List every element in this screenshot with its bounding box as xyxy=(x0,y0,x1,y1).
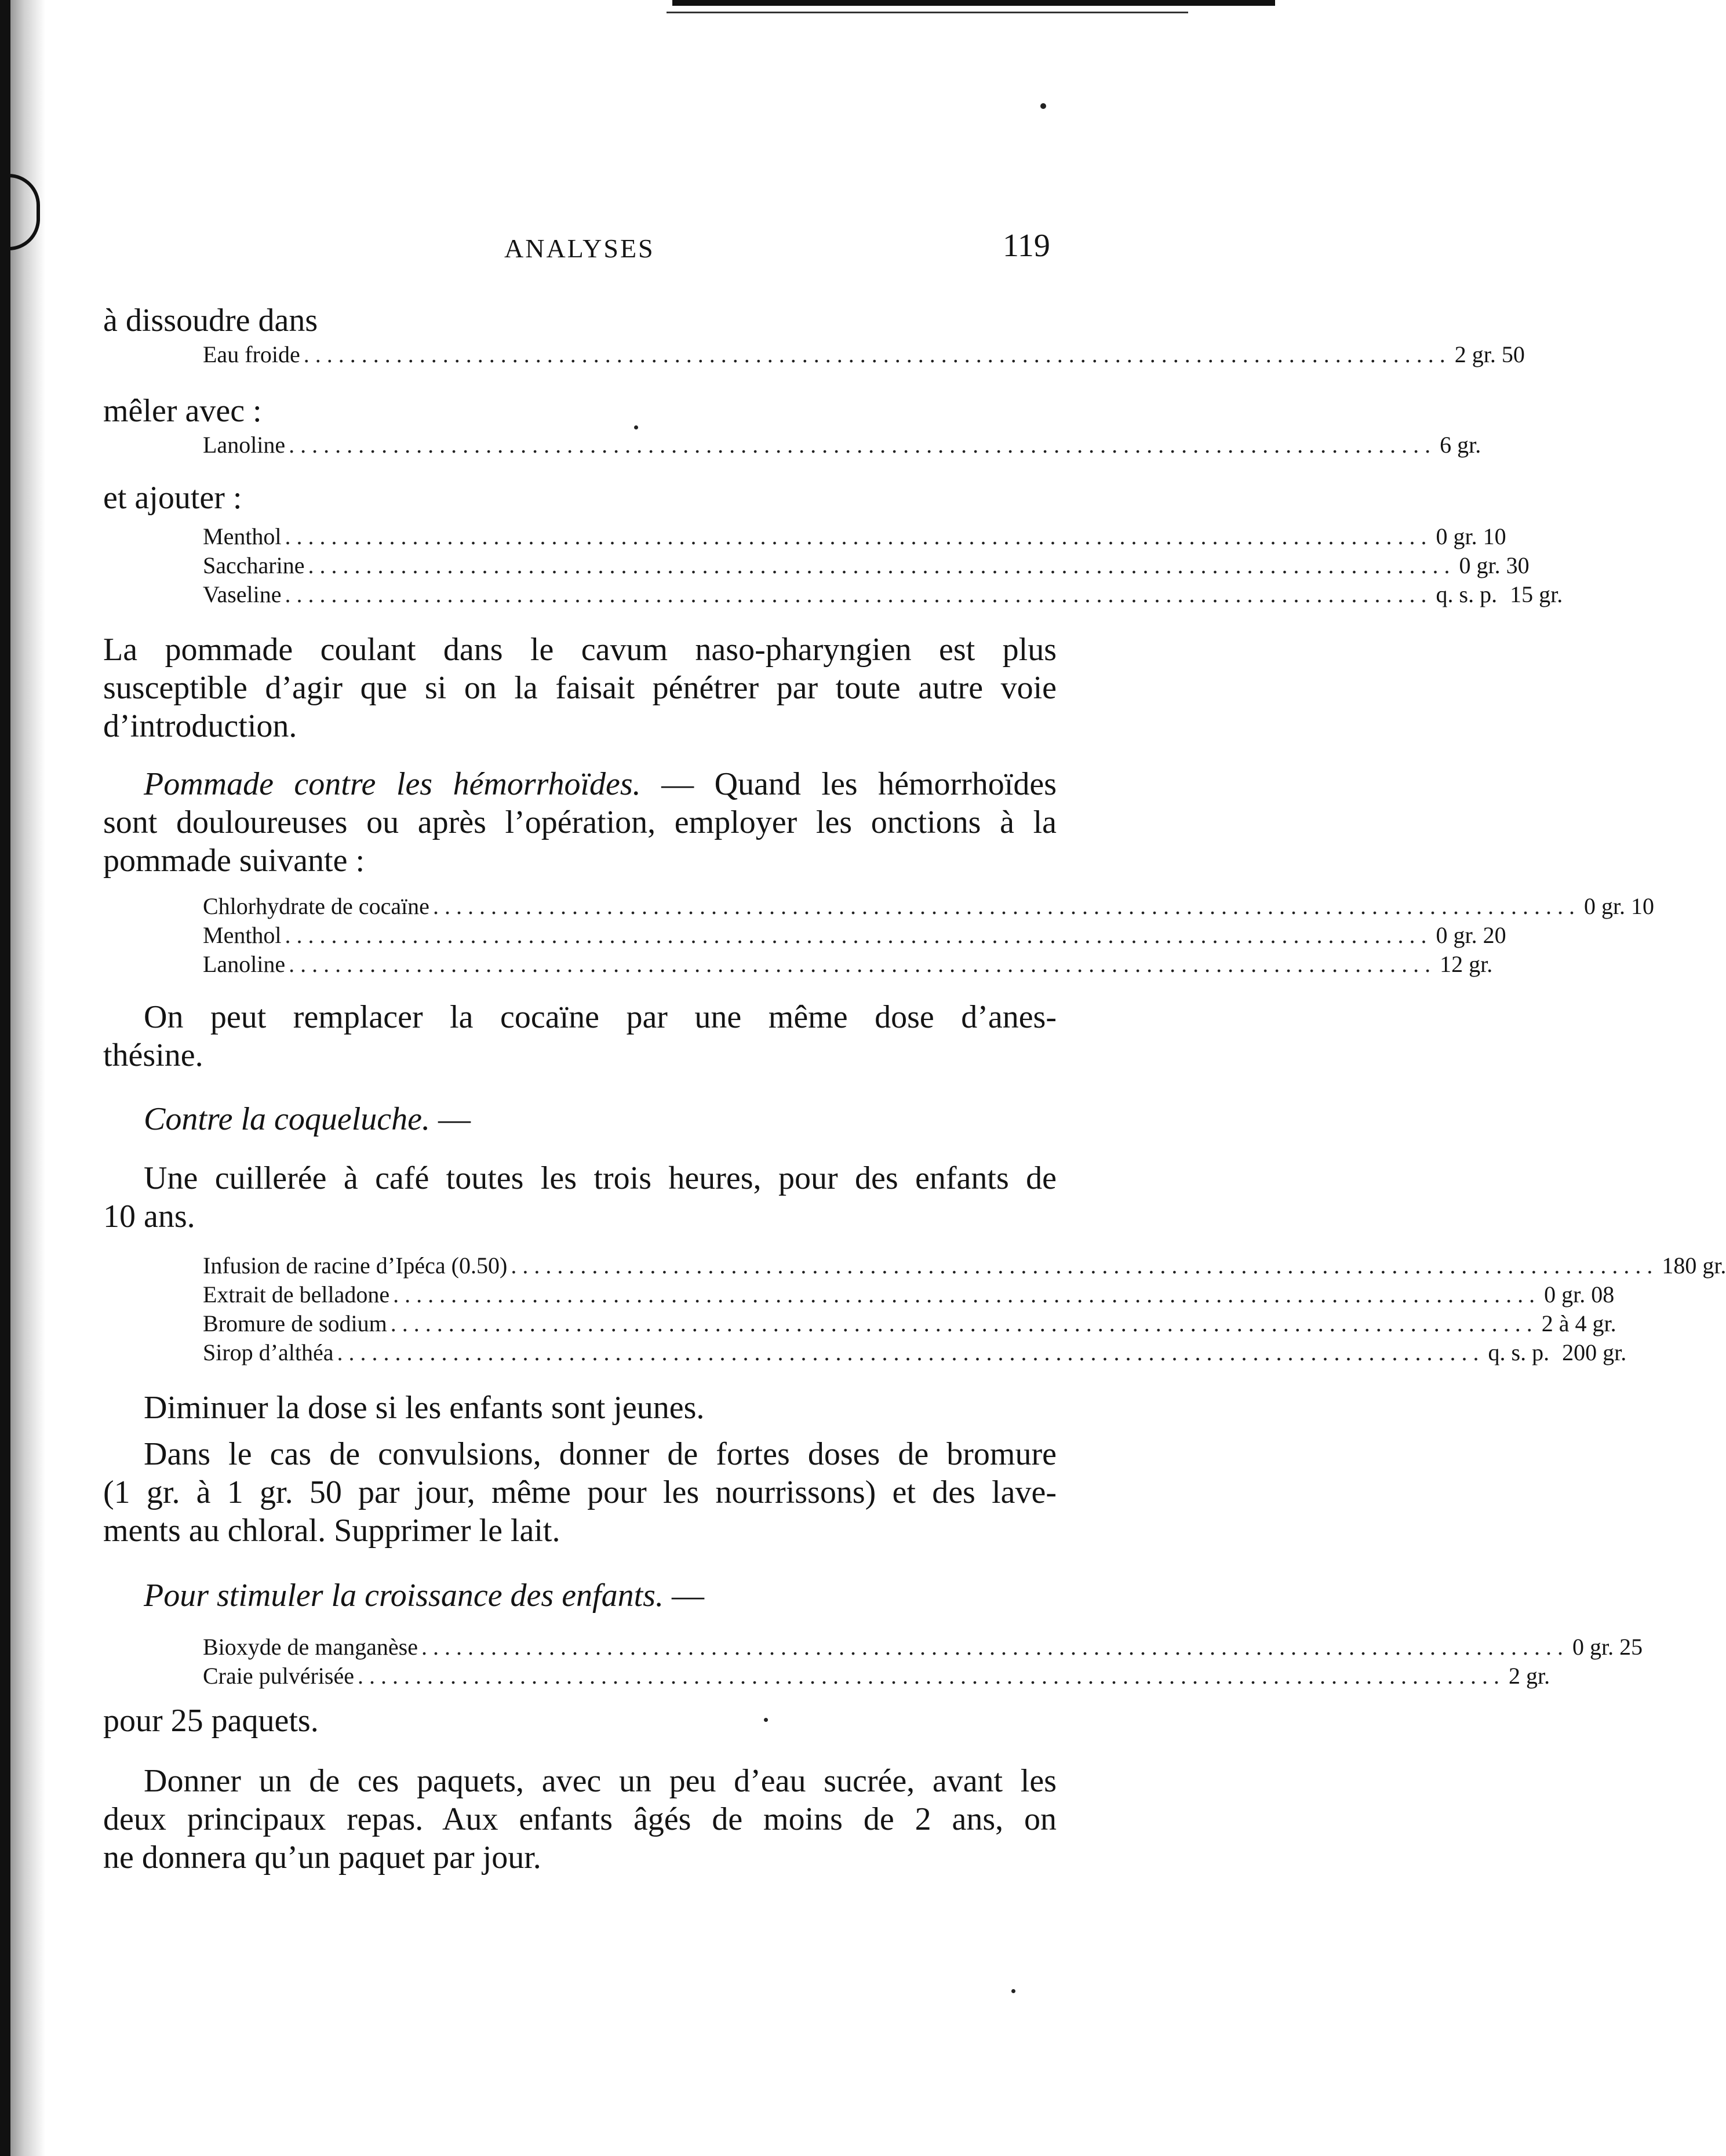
paragraph-pommade xyxy=(103,631,1057,745)
ingredient-quantity: 2 à 4 gr. xyxy=(1541,1310,1616,1336)
ink-speck xyxy=(1011,1989,1015,1993)
add-line: et ajouter : xyxy=(103,480,242,516)
recipe-row xyxy=(203,523,1506,552)
ingredient-quantity: 0 gr. 20 xyxy=(1436,922,1506,948)
ingredient-quantity: 0 gr. 25 xyxy=(1572,1634,1643,1660)
ink-speck xyxy=(764,1718,768,1722)
section-first-line xyxy=(103,765,1057,803)
recipe-table-hemorrhoids xyxy=(203,893,1655,979)
running-title: ANALYSES xyxy=(504,234,655,263)
page-spine-shadow xyxy=(0,0,10,2156)
mix-line: mêler avec : xyxy=(103,393,262,429)
ink-speck xyxy=(1040,103,1046,109)
page-number: 119 xyxy=(1003,228,1050,264)
leader-dots: ................................................................................................... xyxy=(285,922,1433,948)
ingredient-quantity: 200 gr. xyxy=(1562,1339,1627,1365)
ingredient-quantity: 2 gr. xyxy=(1509,1663,1550,1689)
leader-dots: ................................................................................................... xyxy=(432,893,1581,919)
leader-dots: ................................................................................................... xyxy=(337,1339,1485,1365)
ingredient-quantity: 12 gr. xyxy=(1440,951,1493,977)
note-dose: Diminuer la dose si les enfants sont jeunes. xyxy=(144,1390,705,1426)
paragraph-line: La pommade coulant dans le cavum naso-pharyngien est plus xyxy=(103,632,1057,668)
ingredient-name: Bioxyde de manganèse xyxy=(203,1634,418,1660)
final-paragraph xyxy=(103,1762,1057,1877)
ingredient-name: Extrait de belladone xyxy=(203,1281,390,1308)
quantum-satis: q. s. p. xyxy=(1488,1339,1550,1365)
ingredient-quantity: 6 gr. xyxy=(1440,432,1481,458)
note-anesthesine xyxy=(103,998,1057,1075)
ink-speck xyxy=(634,425,638,429)
paragraph-line: thésine. xyxy=(103,1037,203,1073)
paragraph-line: Une cuillerée à café toutes les trois heures, pour des enfants de xyxy=(144,1160,1057,1196)
recipe-row xyxy=(203,1281,1615,1310)
recipe-row xyxy=(203,922,1506,950)
ingredient-name: Menthol xyxy=(203,922,282,948)
recipe-row xyxy=(203,581,1563,610)
section-hemorrhoids xyxy=(103,765,1057,880)
whooping-intro xyxy=(103,1159,1057,1236)
recipe-row xyxy=(203,341,1525,370)
section-lead: — Quand les hémorrhoïdes xyxy=(640,766,1057,802)
recipe-row xyxy=(203,1339,1627,1368)
section-dash: — xyxy=(663,1578,704,1614)
leader-dots: ................................................................................................... xyxy=(511,1252,1659,1279)
section-growth xyxy=(144,1576,704,1615)
paragraph-line: deux principaux repas. Aux enfants âgés de moins de 2 ans, on xyxy=(103,1801,1057,1837)
leader-dots: ................................................................................................... xyxy=(393,1281,1541,1308)
recipe-table-growth xyxy=(203,1633,1643,1691)
ingredient-name: Vaseline xyxy=(203,581,282,607)
recipe-row xyxy=(203,893,1655,922)
ingredient-quantity: 0 gr. 10 xyxy=(1583,893,1655,919)
paragraph-line: 10 ans. xyxy=(103,1199,195,1234)
paragraph-line: sont douloureuses ou après l’opération, employer les onctions à la xyxy=(103,804,1057,840)
top-edge-rule-thin xyxy=(667,12,1188,13)
paragraph-line: On peut remplacer la cocaïne par une même dose d’anes- xyxy=(144,999,1057,1035)
ingredient-quantity: 0 gr. 30 xyxy=(1459,552,1530,578)
ingredient-name: Lanoline xyxy=(203,432,286,458)
section-title: Pommade contre les hémorrhoïdes. xyxy=(144,766,641,802)
recipe-table-3 xyxy=(203,523,1563,610)
section-title: Pour stimuler la croissance des enfants. xyxy=(144,1578,664,1614)
section-whooping-cough xyxy=(144,1100,471,1138)
recipe-row xyxy=(203,1633,1643,1662)
ingredient-name: Craie pulvérisée xyxy=(203,1663,354,1689)
recipe-row xyxy=(203,1310,1616,1339)
leader-dots: ................................................................................................... xyxy=(390,1310,1538,1336)
paragraph-line: susceptible d’agir que si on la faisait pénétrer par toute autre voie xyxy=(103,670,1057,706)
recipe-row xyxy=(203,1252,1726,1281)
recipe-table-whooping xyxy=(203,1252,1726,1368)
page-gutter-shadow xyxy=(10,0,45,2156)
recipe-row xyxy=(203,431,1481,460)
running-header xyxy=(0,227,1278,268)
leader-dots: ................................................................................................... xyxy=(308,552,1456,578)
recipe-row xyxy=(203,1662,1550,1691)
quantum-satis: q. s. p. xyxy=(1436,581,1498,607)
recipe-table-2 xyxy=(203,431,1481,460)
leader-dots: ................................................................................................... xyxy=(421,1634,1569,1660)
paragraph-line: d’introduction. xyxy=(103,708,297,744)
ingredient-quantity: 0 gr. 10 xyxy=(1436,523,1506,549)
ingredient-name: Infusion de racine d’Ipéca (0.50) xyxy=(203,1252,508,1279)
ingredient-quantity: 2 gr. 50 xyxy=(1454,341,1525,367)
recipe-table-1 xyxy=(203,341,1525,370)
packets-line: pour 25 paquets. xyxy=(103,1703,319,1739)
paragraph-line: (1 gr. à 1 gr. 50 par jour, même pour les nourrissons) et des lave- xyxy=(103,1474,1057,1510)
leader-dots: ................................................................................................... xyxy=(285,523,1433,549)
section-title: Contre la coqueluche. xyxy=(144,1101,431,1137)
leader-dots: ................................................................................................... xyxy=(289,432,1437,458)
ingredient-quantity: 0 gr. 08 xyxy=(1544,1281,1615,1308)
leader-dots: ................................................................................................... xyxy=(285,581,1433,607)
paragraph-line: pommade suivante : xyxy=(103,843,365,879)
leader-dots: ................................................................................................... xyxy=(289,951,1437,977)
section-dash: — xyxy=(430,1101,471,1137)
ingredient-name: Chlorhydrate de cocaïne xyxy=(203,893,429,919)
ingredient-name: Bromure de sodium xyxy=(203,1310,387,1336)
leader-dots: ................................................................................................... xyxy=(358,1663,1505,1689)
note-convulsions xyxy=(103,1435,1057,1550)
intro-line: à dissoudre dans xyxy=(103,303,318,338)
ingredient-quantity: 15 gr. xyxy=(1510,581,1563,607)
ingredient-name: Menthol xyxy=(203,523,282,549)
paragraph-line: ments au chloral. Supprimer le lait. xyxy=(103,1513,560,1549)
ingredient-name: Eau froide xyxy=(203,341,300,367)
ingredient-name: Sirop d’althéa xyxy=(203,1339,334,1365)
paragraph-line: Dans le cas de convulsions, donner de fortes doses de bromure xyxy=(144,1436,1057,1472)
ingredient-name: Saccharine xyxy=(203,552,305,578)
ingredient-quantity: 180 gr. xyxy=(1662,1252,1726,1279)
recipe-row xyxy=(203,950,1493,979)
paragraph-line: Donner un de ces paquets, avec un peu d’eau sucrée, avant les xyxy=(144,1763,1057,1799)
ingredient-name: Lanoline xyxy=(203,951,286,977)
recipe-row xyxy=(203,552,1530,581)
leader-dots: ................................................................................................... xyxy=(303,341,1451,367)
paragraph-line: ne donnera qu’un paquet par jour. xyxy=(103,1840,541,1875)
top-edge-rule xyxy=(672,0,1275,6)
